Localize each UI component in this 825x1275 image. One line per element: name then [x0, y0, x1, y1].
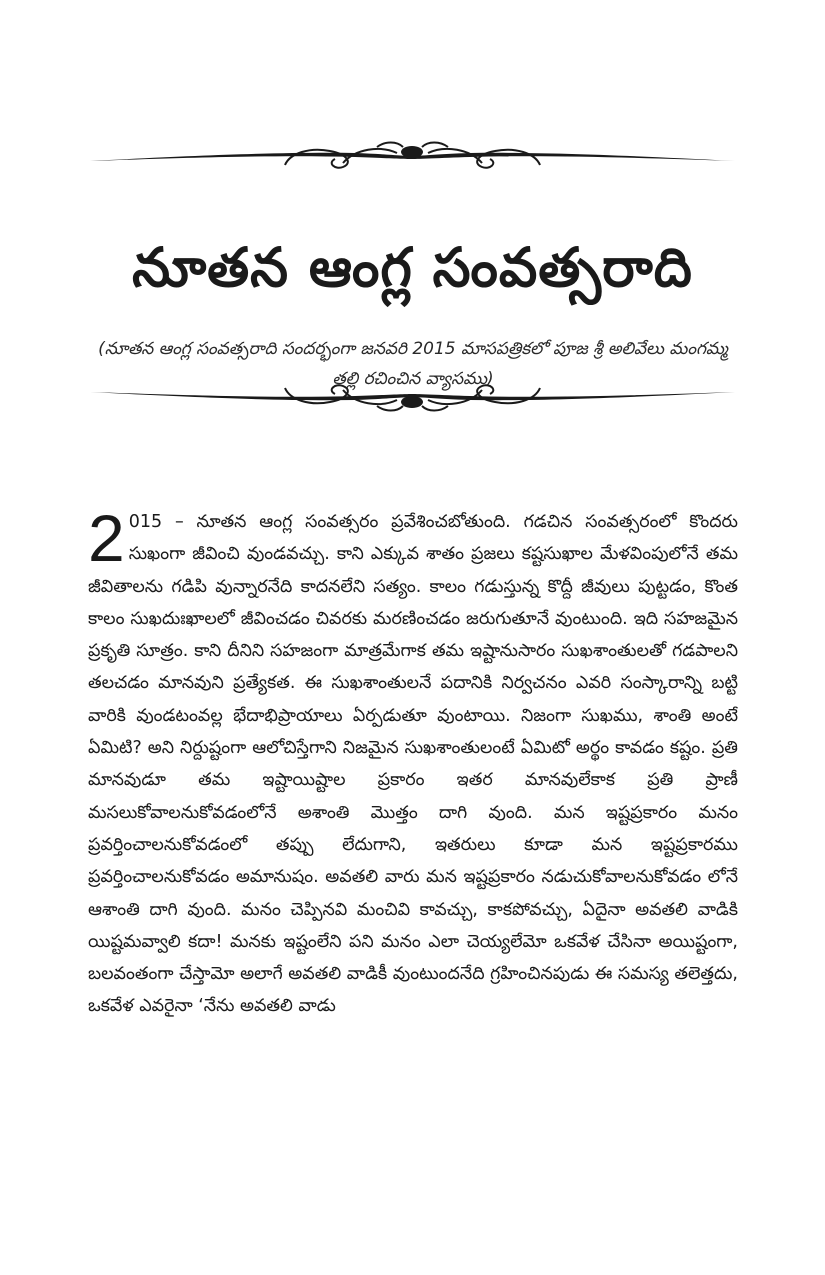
drop-cap: 2 — [88, 501, 125, 575]
bottom-ornament-divider-icon — [85, 378, 740, 418]
article-body — [88, 501, 738, 1023]
article-subtitle: (నూతన ఆంగ్ల సంవత్సరాది సందర్భంగా జనవరి 2015 మాసపత్రికలో పూజ శ్రీ అలివేలు మంగమ్మ తల్లి రచించిన వ్యాసము) — [98, 339, 728, 389]
article-paragraph: 015 – నూతన ఆంగ్ల సంవత్సరం ప్రవేశించబోతుంది. గడచిన సంవత్సరంలో కొందరు సుఖంగా జీవించి వుండవచ్చు. కాని ఎక్కువ శాతం ప్రజలు కష్టసుఖాల మేళవింపులోనే తమ జీవితాలను గడిపి వున్నారనేది కాదనలేని సత్యం. కాలం గడుస్తున్న కొద్దీ జీవులు పుట్టడం, కొంత కాలం సుఖదుఃఖాలలో జీవించడం చివరకు మరణించడం జరుగుతూనే వుంటుంది. ఇది సహజమైన ప్రకృతి సూత్రం. కాని దీనిని సహజంగా మాత్రమేగాక తమ ఇష్టానుసారం సుఖశాంతులతో గడపాలని తలచడం మానవుని ప్రత్యేకత. ఈ సుఖశాంతులనే పదానికి నిర్వచనం ఎవరి సంస్కారాన్ని బట్టి వారికి వుండటంవల్ల భేదాభిప్రాయాలు ఏర్పడుతూ వుంటాయి. నిజంగా సుఖము, శాంతి అంటే ఏమిటి? అని నిర్దుష్టంగా ఆలోచిస్తేగాని నిజమైన సుఖశాంతులంటే ఏమిటో అర్థం కావడం కష్టం. ప్రతి మానవుడూ తమ ఇష్టాయిష్టాల ప్రకారం ఇతర మానవులేకాక ప్రతి ప్రాణీ మసలుకోవాలనుకోవడంలోనే అశాంతి మొత్తం దాగి వుంది. మన ఇష్టప్రకారం మనం ప్రవర్తించాలనుకోవడంలో తప్పు లేదుగాని, ఇతరులు కూడా మన ఇష్టప్రకారము ప్రవర్తించాలనుకోవడం అమానుషం. అవతలి వారు మన ఇష్టప్రకారం నడుచుకోవాలనుకోవడం లోనే ఆశాంతి దాగి వుంది. మనం చెప్పినవి మంచివి కావచ్చు, కాకపోవచ్చు, ఏదైనా అవతలి వాడికి యిష్టమవ్వాలి కదా! మనకు ఇష్టంలేని పని మనం ఎలా చెయ్యలేమో ఒకవేళ చేసినా అయిష్టంగా, బలవంతంగా చేస్తామో అలాగే అవతలి వాడికీ వుంటుందనేది గ్రహించినపుడు ఈ సమస్య తలెత్తదు, ఒకవేళ ఎవరైనా ‘నేను అవతలి వాడు — [88, 512, 738, 1017]
page-title: నూతన ఆంగ్ల సంవత్సరాది — [132, 236, 693, 300]
top-ornament-divider-icon — [85, 135, 740, 175]
